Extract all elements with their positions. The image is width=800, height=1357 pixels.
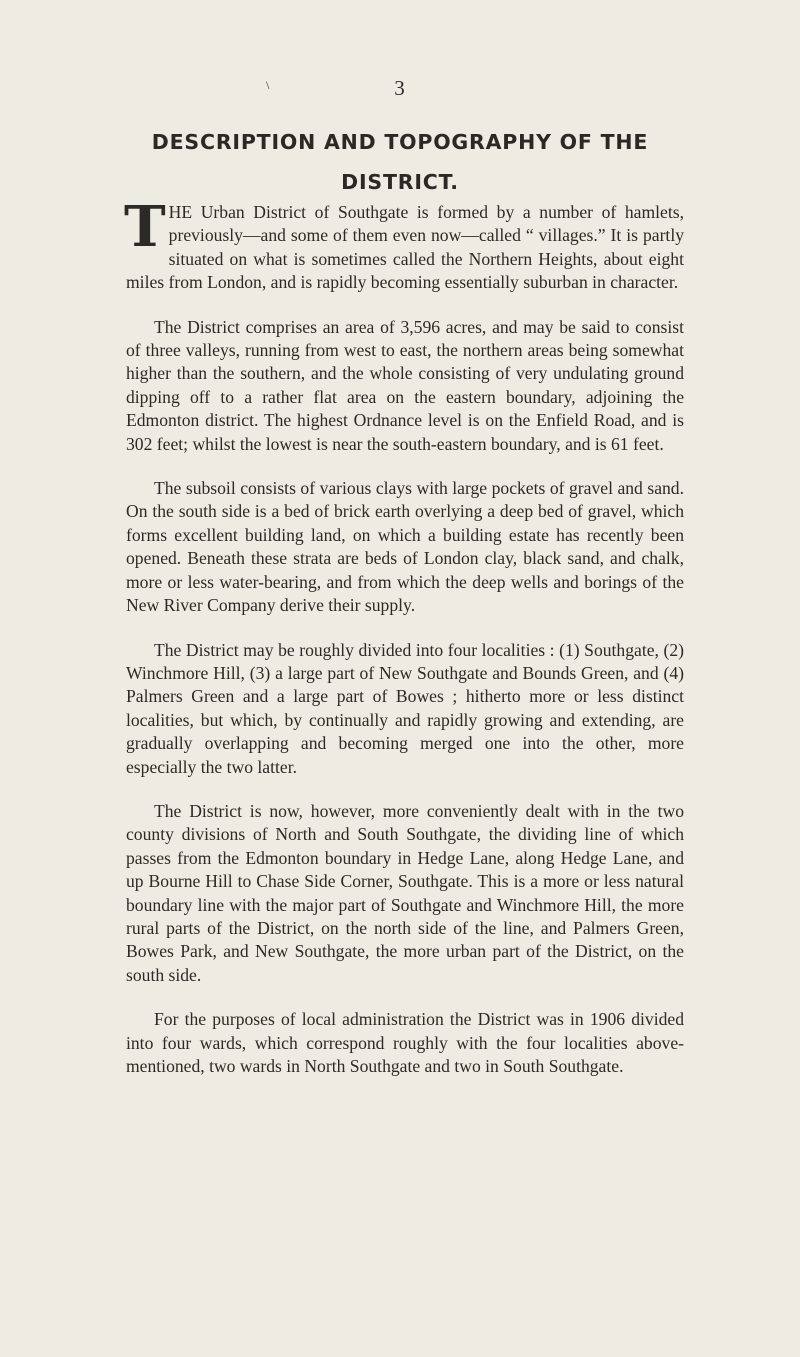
paragraph-4: The District may be roughly divided into four localities : (1) Southgate, (2) Winchmore Hill, (3) a large part of New Southgate and Bounds Green, and (4) Palmers Green and a large part of Bowes ; hitherto more or less distinct localities, but which, by continually and rapidly growing and extending, are gradually overlapping and becoming merged one into the other, more especially the two latter. [126, 639, 684, 777]
page-number-value: 3 [394, 76, 406, 100]
paragraph-3: The subsoil consists of various clays with large pockets of gravel and sand. On the south side is a bed of brick earth overlying a deep bed of gravel, which forms excellent building land, on which a building estate has recently been opened. Beneath these strata are beds of London clay, black sand, and chalk, more or less water-bearing, and from which the deep wells and borings of the New River Company derive their supply. [126, 478, 684, 616]
paragraph-5: The District is now, however, more conveniently dealt with in the two county divisions of North and South Southgate, the dividing line of which passes from the Edmonton boundary in Hedge Lane, along Hedge Lane, and up Bourne Hill to Chase Side Corner, Southgate. This is a more or less natural boundary line with the major part of Southgate and Winchmore Hill, the more rural parts of the District, on the north side of the line, and Palmers Green, Bowes Park, and New Southgate, the more urban part of the District, on the south side. [126, 800, 684, 985]
paragraph-1 [124, 194, 684, 295]
paragraph-2: The District comprises an area of 3,596 acres, and may be said to consist of three valleys, running from west to east, the northern areas being somewhat higher than the southern, and the whole consisting of very undulating ground dipping off to a rather flat area on the eastern boundary, adjoining the Edmonton district. The highest Ordnance level is on the Enfield Road, and is 302 feet; whilst the lowest is near the south-eastern boundary, and is 61 feet. [126, 316, 684, 454]
section-title [100, 122, 700, 202]
section-title-line-1: DESCRIPTION AND TOPOGRAPHY OF THE [151, 130, 649, 154]
body-text [124, 194, 684, 1099]
section-title-line-2: DISTRICT. [341, 170, 459, 194]
corner-mark: \ [266, 78, 271, 92]
paragraph-1-text: HE Urban District of Southgate is formed by a number of hamlets, previously—and some of them even now—called “ villages.” It is partly situated on what is sometimes called the Northern Heights, about eight miles from London, and is rapidly becoming essentially suburban in character. [126, 202, 684, 293]
drop-cap: T [124, 194, 166, 260]
page-number [0, 76, 800, 101]
paragraph-6: For the purposes of local administration the District was in 1906 divided into four wards, which correspond roughly with the four localities above-mentioned, two wards in North Southgate and two in South Southgate. [126, 1009, 684, 1076]
